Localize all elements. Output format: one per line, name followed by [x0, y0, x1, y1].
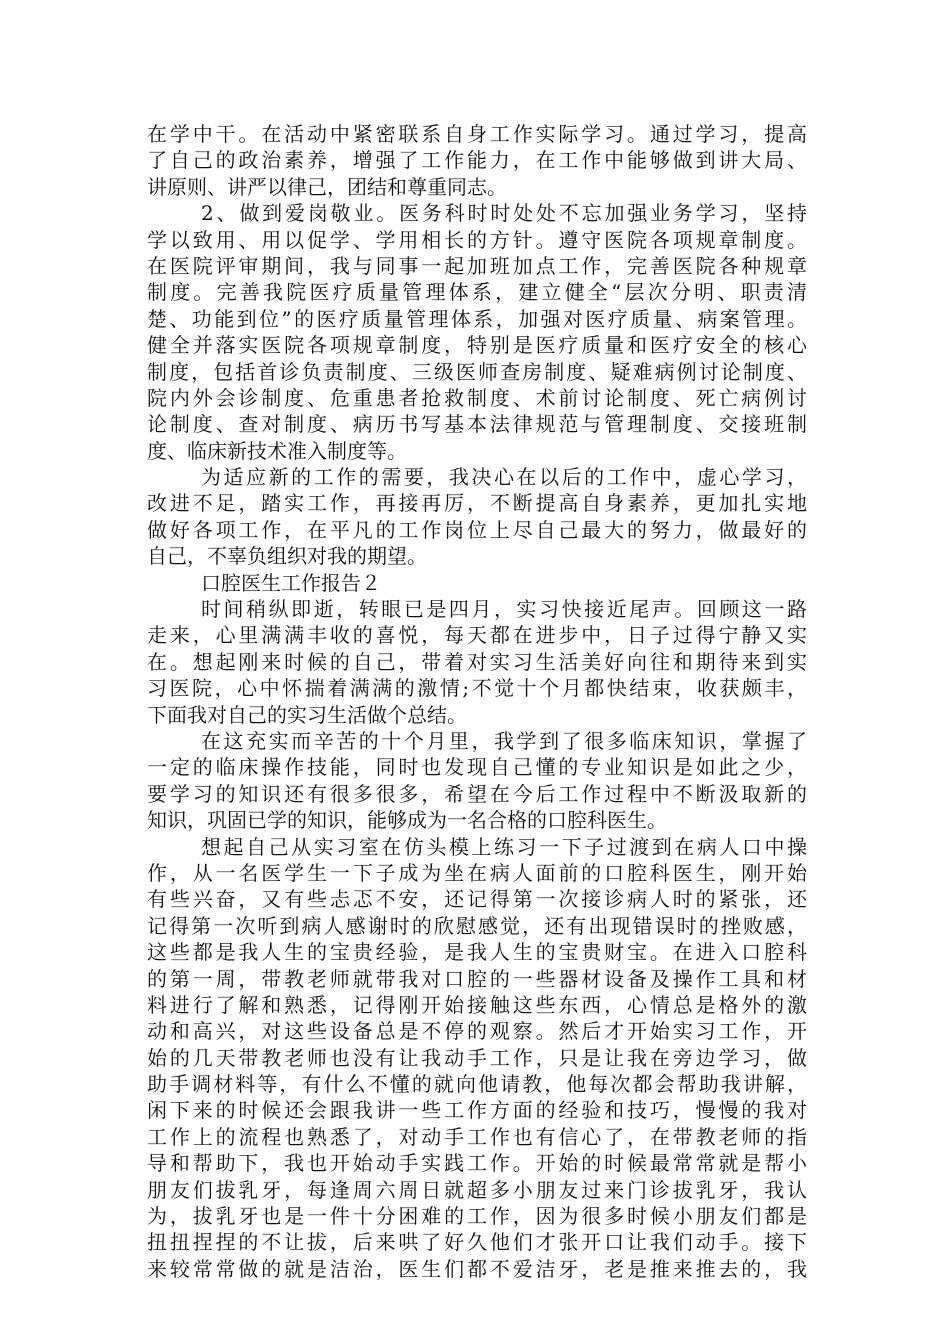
text-line: 知识，巩固已学的知识，能够成为一名合格的口腔科医生。 — [147, 808, 667, 833]
text-line: 记得第一次听到病人感谢时的欣慰感觉，还有出现错误时的挫败感， — [147, 913, 807, 938]
text-line: 导和帮助下，我也开始动手实践工作。开始的时候最常常就是帮小 — [147, 1151, 807, 1176]
text-line: 来较常常做的就是洁治，医生们都不爱洁牙，老是推来推去的，我 — [147, 1256, 807, 1281]
text-line: 始的几天带教老师也没有让我动手工作，只是让我在旁边学习，做 — [147, 1045, 807, 1070]
text-line: 下面我对自己的实习生活做个总结。 — [147, 702, 467, 727]
text-line: 走来，心里满满丰收的喜悦，每天都在进步中，日子过得宁静又实 — [147, 623, 807, 648]
text-line: 闲下来的时候还会跟我讲一些工作方面的经验和技巧，慢慢的我对 — [147, 1098, 807, 1123]
text-line: 自己，不辜负组织对我的期望。 — [147, 544, 427, 569]
text-line: 一定的临床操作技能，同时也发现自己懂的专业知识是如此之少， — [147, 755, 807, 780]
text-line: 了自己的政治素养，增强了工作能力，在工作中能够做到讲大局、 — [147, 148, 807, 173]
text-line: 工作上的流程也熟悉了，对动手工作也有信心了，在带教老师的指 — [147, 1124, 807, 1149]
text-line: 度、临床新技术准入制度等。 — [147, 438, 407, 463]
text-line: 在医院评审期间，我与同事一起加班加点工作，完善医院各种规章 — [147, 253, 807, 278]
text-line: 在这充实而辛苦的十个月里，我学到了很多临床知识，掌握了 — [201, 728, 807, 753]
text-line: 改进不足，踏实工作，再接再厉，不断提高自身素养，更加扎实地 — [147, 491, 807, 516]
text-line: 有些兴奋，又有些忐忑不安，还记得第一次接诊病人时的紧张，还 — [147, 887, 807, 912]
text-line: 习医院，心中怀揣着满满的激情;不觉十个月都快结束，收获颇丰， — [147, 676, 807, 701]
text-line: 做好各项工作，在平凡的工作岗位上尽自己最大的努力，做最好的 — [147, 517, 807, 542]
text-line: 在学中干。在活动中紧密联系自身工作实际学习。通过学习，提高 — [147, 122, 807, 146]
text-line: 想起自己从实习室在仿头模上练习一下子过渡到在病人口中操 — [201, 834, 807, 859]
text-line: 的第一周，带教老师就带我对口腔的一些器材设备及操作工具和材 — [147, 966, 807, 991]
text-line: 2、做到爱岗敬业。医务科时时处处不忘加强业务学习，坚持 — [201, 201, 807, 226]
document-body — [147, 121, 807, 1282]
text-line: 作，从一名医学生一下子成为坐在病人面前的口腔科医生，刚开始 — [147, 860, 807, 885]
text-line: 学以致用、用以促学、学用相长的方针。遵守医院各项规章制度。 — [147, 227, 807, 252]
text-line: 论制度、查对制度、病历书写基本法律规范与管理制度、交接班制 — [147, 412, 807, 437]
text-line: 要学习的知识还有很多很多，希望在今后工作过程中不断汲取新的 — [147, 781, 807, 806]
text-line: 健全并落实医院各项规章制度，特别是医疗质量和医疗安全的核心 — [147, 333, 807, 358]
text-line: 动和高兴，对这些设备总是不停的观察。然后才开始实习工作，开 — [147, 1019, 807, 1044]
text-line: 为适应新的工作的需要，我决心在以后的工作中，虚心学习， — [201, 465, 807, 490]
text-line: 制度。完善我院医疗质量管理体系，建立健全“层次分明、职责清 — [147, 280, 807, 305]
text-line: 讲原则、讲严以律己，团结和尊重同志。 — [147, 174, 507, 199]
text-line: 时间稍纵即逝，转眼已是四月，实习快接近尾声。回顾这一路 — [201, 597, 807, 622]
text-line: 院内外会诊制度、危重患者抢救制度、术前讨论制度、死亡病例讨 — [147, 385, 807, 410]
text-line: 助手调材料等，有什么不懂的就向他请教，他每次都会帮助我讲解， — [147, 1072, 807, 1097]
text-line: 口腔医生工作报告２ — [201, 570, 381, 595]
text-line: 制度，包括首诊负责制度、三级医师查房制度、疑难病例讨论制度、 — [147, 359, 807, 384]
text-line: 料进行了解和熟悉，记得刚开始接触这些东西，心情总是格外的激 — [147, 992, 807, 1017]
text-line: 扭扭捏捏的不让拔，后来哄了好久他们才张开口让我们动手。接下 — [147, 1230, 807, 1255]
text-line: 这些都是我人生的宝贵经验，是我人生的宝贵财宝。在进入口腔科 — [147, 940, 807, 965]
text-line: 为，拔乳牙也是一件十分困难的工作，因为很多时候小朋友们都是 — [147, 1204, 807, 1229]
text-line: 楚、功能到位”的医疗质量管理体系，加强对医疗质量、病案管理。 — [147, 306, 807, 331]
text-line: 在。想起刚来时候的自己，带着对实习生活美好向往和期待来到实 — [147, 649, 807, 674]
text-line: 朋友们拔乳牙，每逢周六周日就超多小朋友过来门诊拔乳牙，我认 — [147, 1177, 807, 1202]
